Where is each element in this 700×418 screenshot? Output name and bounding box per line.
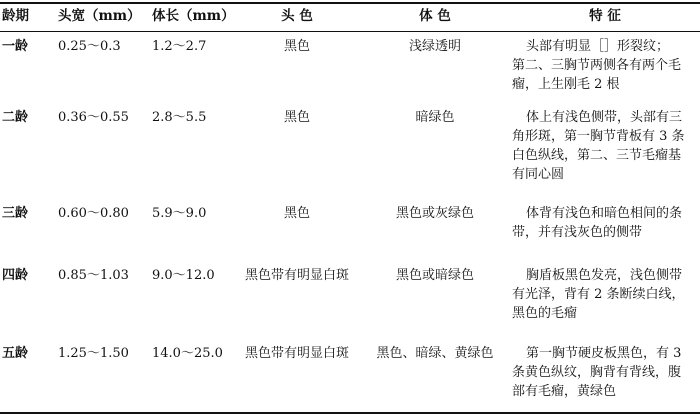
row-2-feature-line: 角形斑，第一胸节背板有 3 条 [512,129,685,144]
row-5-body-length: 14.0～25.0 [152,346,223,361]
table-header-rule [0,31,700,32]
row-5-head-width: 1.25～1.50 [58,346,129,361]
header-head-color: 头 色 [281,8,313,24]
row-1-head-color: 黑色 [283,39,310,54]
header-body-color: 体 色 [419,8,451,24]
row-3-head-width: 0.60～0.80 [58,206,129,221]
table-bottom-rule [0,412,700,414]
row-4-body-color: 黑色或暗绿色 [395,268,474,283]
table-top-rule [0,2,700,4]
row-4-features [512,266,698,323]
row-2-body-color: 暗绿色 [415,110,455,125]
row-4-stage: 四龄 [2,268,29,283]
row-1-stage: 一龄 [2,39,29,54]
row-1-body-length: 1.2～2.7 [152,39,207,54]
row-5-feature-line: 第一胸节硬皮板黑色，有 3 [526,346,682,361]
row-5-feature-line: 条黄色纵纹，胸背有背线，腹 [512,365,682,380]
header-features: 特 征 [589,8,621,24]
row-1-feature-line: 第二、三胸节两侧各有两个毛 [512,58,682,73]
row-3-body-length: 5.9～9.0 [152,206,207,221]
header-stage: 龄期 [2,8,29,24]
row-3-feature-line: 带，并有浅灰色的侧带 [512,225,643,240]
row-2-body-length: 2.8～5.5 [152,110,207,125]
row-5-features [512,344,698,401]
row-1-feature-line: 瘤，上生刚毛 2 根 [512,77,620,92]
row-5-body-color: 黑色、暗绿、黄绿色 [376,346,494,361]
row-1-feature-line: 头部有明显［］形裂纹； [526,39,670,54]
row-4-head-color: 黑色带有明显白斑 [244,268,349,283]
row-4-feature-line: 黑色的毛瘤 [512,306,578,321]
row-4-feature-line: 有光泽，背有 2 条断续白线， [512,287,685,302]
row-2-feature-line: 体上有浅色侧带，头部有三 [526,110,683,125]
row-5-stage: 五龄 [2,346,29,361]
row-5-head-color: 黑色带有明显白斑 [244,346,349,361]
row-4-body-length: 9.0～12.0 [152,268,215,283]
row-3-stage: 三龄 [2,206,29,221]
row-1-features [512,37,698,94]
row-2-features [512,108,698,184]
row-2-feature-line: 白色纵线，第二、三节毛瘤基 [512,148,682,163]
row-1-body-color: 浅绿透明 [408,39,461,54]
row-4-head-width: 0.85～1.03 [58,268,129,283]
row-1-head-width: 0.25～0.3 [58,39,121,54]
row-4-feature-line: 胸盾板黑色发亮，浅色侧带 [526,268,683,283]
row-2-head-color: 黑色 [283,110,310,125]
header-head-width: 头宽（mm） [58,8,141,24]
row-3-body-color: 黑色或灰绿色 [395,206,474,221]
row-3-feature-line: 体背有浅色和暗色相间的条 [526,206,683,221]
row-5-feature-line: 部有毛瘤，黄绿色 [512,384,617,399]
row-3-head-color: 黑色 [283,206,310,221]
row-2-stage: 二龄 [2,110,29,125]
row-2-feature-line: 有同心圆 [512,167,565,182]
row-3-features [512,204,698,242]
header-body-length: 体长（mm） [152,8,235,24]
row-2-head-width: 0.36～0.55 [58,110,129,125]
